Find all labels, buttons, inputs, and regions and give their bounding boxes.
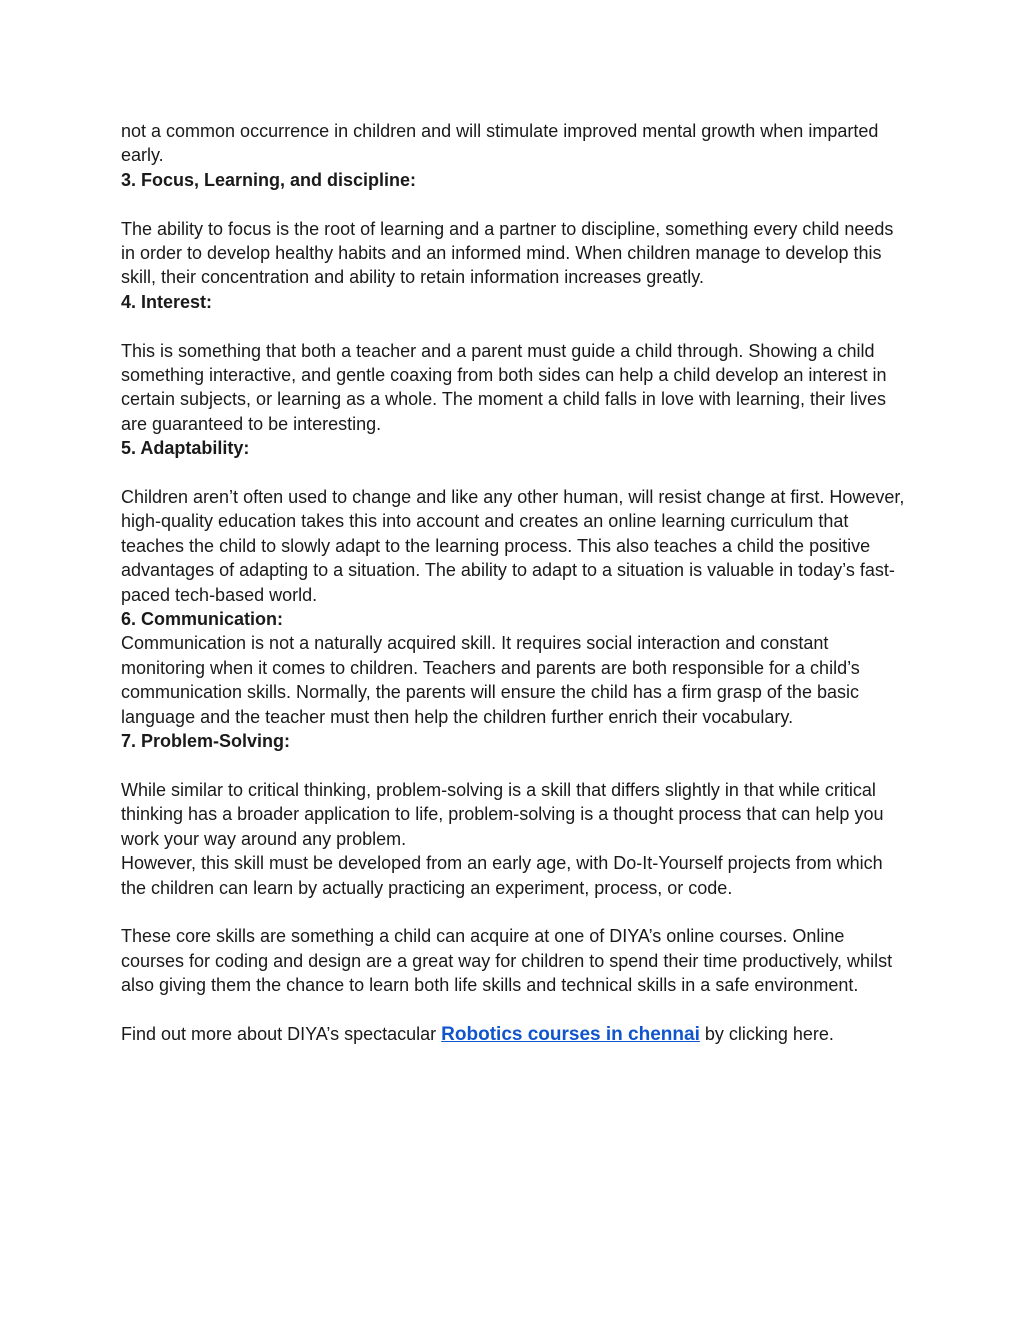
cta-suffix: by clicking here. xyxy=(699,1023,834,1044)
cta-prefix: Find out more about DIYA’s spectacular xyxy=(121,1023,442,1044)
heading-problem-solving: 7. Problem-Solving: xyxy=(121,731,291,752)
heading-focus: 3. Focus, Learning, and discipline: xyxy=(121,169,417,190)
heading-communication: 6. Communication: xyxy=(121,609,284,630)
robotics-courses-link[interactable]: Robotics courses in chennai xyxy=(441,1023,700,1045)
paragraph-focus: The ability to focus is the root of learning and a partner to discipline, something every child needs in order to develop healthy habits and an informed mind. When children manage to develop this skill, their concentration and ability to retain information increases greatly. xyxy=(121,218,894,288)
intro-tail-paragraph: not a common occurrence in children and will stimulate improved mental growth when imparted early. xyxy=(121,121,879,166)
heading-interest: 4. Interest: xyxy=(121,291,213,312)
heading-adaptability: 5. Adaptability: xyxy=(121,438,250,459)
document-body xyxy=(121,119,911,1047)
closing-paragraph: These core skills are something a child can acquire at one of DIYA’s online courses. Online courses for coding and design are a great way for children to spend their time productively, whilst also giving them the chance to learn both life skills and technical skills in a safe environment. xyxy=(121,926,893,996)
paragraph-communication: Communication is not a naturally acquired skill. It requires social interaction and constant monitoring when it comes to children. Teachers and parents are both responsible for a child’s communication skills. Normally, the parents will ensure the child has a firm grasp of the basic language and the teacher must then help the children further enrich their vocabulary. xyxy=(121,633,860,727)
paragraph-problem-solving-2: However, this skill must be developed from an early age, with Do-It-Yourself projects from which the children can learn by actually practicing an experiment, process, or code. xyxy=(121,853,883,898)
paragraph-problem-solving-1: While similar to critical thinking, problem-solving is a skill that differs slightly in that while critical thinking has a broader application to life, problem-solving is a thought process that can help you work your way around any problem. xyxy=(121,779,884,849)
paragraph-adaptability: Children aren’t often used to change and like any other human, will resist change at first. However, high-quality education takes this into account and creates an online learning curriculum that teaches the child to slowly adapt to the learning process. This also teaches a child the positive advantages of adapting to a situation. The ability to adapt to a situation is valuable in today’s fast-paced tech-based world. xyxy=(121,487,905,605)
cta-paragraph xyxy=(121,1022,911,1047)
paragraph-interest: This is something that both a teacher and a parent must guide a child through. Showing a child something interactive, and gentle coaxing from both sides can help a child develop an interest in certain subjects, or learning as a whole. The moment a child falls in love with learning, their lives are guaranteed to be interesting. xyxy=(121,340,887,434)
